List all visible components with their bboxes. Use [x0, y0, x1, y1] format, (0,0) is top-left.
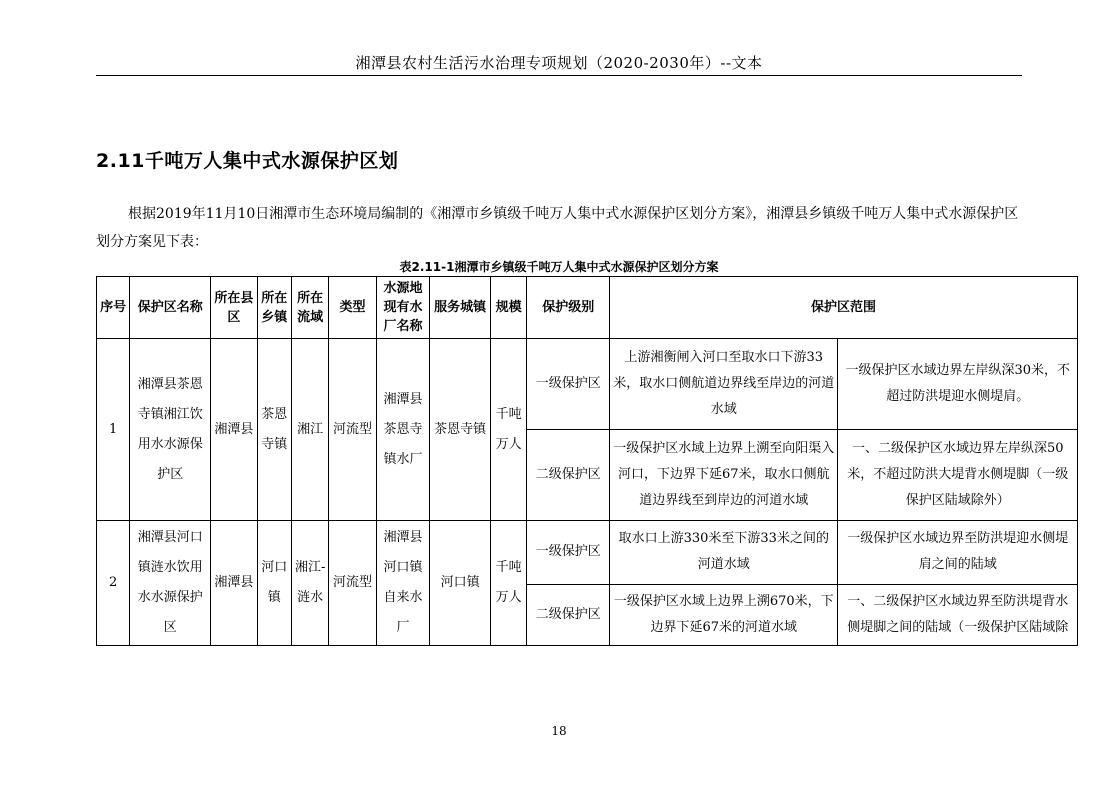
- header-cell: 所在乡镇: [257, 277, 291, 339]
- header-cell: 保护区范围: [610, 277, 1078, 339]
- protection-zone-table: [96, 276, 1078, 646]
- header-cell: 所在县区: [211, 277, 257, 339]
- basin: 湘江: [291, 339, 328, 521]
- county: 湘潭县: [211, 521, 257, 646]
- water-plant: 湘潭县茶恩寺镇水厂: [376, 339, 430, 521]
- protection-level: 一级保护区: [527, 521, 610, 585]
- table-row: [97, 521, 1078, 585]
- header-cell: 所在流域: [291, 277, 328, 339]
- header-rule: [96, 75, 1022, 76]
- water-type: 河流型: [329, 339, 376, 521]
- table-row: [97, 339, 1078, 430]
- land-range: 一级保护区水域边界至防洪堤迎水侧堤肩之间的陆域: [838, 521, 1078, 585]
- service-town: 河口镇: [430, 521, 491, 646]
- protection-level: 二级保护区: [527, 430, 610, 521]
- water-plant: 湘潭县河口镇自来水厂: [376, 521, 430, 646]
- water-range: 上游湘衡闸入河口至取水口下游33米，取水口侧航道边界线至岸边的河道水域: [610, 339, 838, 430]
- header-cell: 服务城镇: [430, 277, 491, 339]
- table-caption: 表2.11-1湘潭市乡镇级千吨万人集中式水源保护区划分方案: [399, 260, 719, 274]
- protection-level: 二级保护区: [527, 584, 610, 646]
- basin: 湘江-涟水: [291, 521, 328, 646]
- header-cell: 序号: [97, 277, 130, 339]
- header-cell: 水源地现有水厂名称: [376, 277, 430, 339]
- header-cell: 保护级别: [527, 277, 610, 339]
- land-range: 一、二级保护区水域边界左岸纵深50米，不超过防洪大堤背水侧堤脚（一级保护区陆域除外）: [838, 430, 1078, 521]
- protection-level: 一级保护区: [527, 339, 610, 430]
- header-cell: 类型: [329, 277, 376, 339]
- page-number: 18: [551, 724, 567, 738]
- document-header: 湘潭县农村生活污水治理专项规划（2020-2030年）--文本: [355, 54, 763, 72]
- water-range: 一级保护区水域上边界上溯至向阳渠入河口，下边界下延67米，取水口侧航道边界线至到岸边的河道水域: [610, 430, 838, 521]
- town: 河口镇: [257, 521, 291, 646]
- water-type: 河流型: [329, 521, 376, 646]
- section-title: 2.11千吨万人集中式水源保护区划: [96, 150, 399, 172]
- county: 湘潭县: [211, 339, 257, 521]
- water-range: 一级保护区水域上边界上溯670米，下边界下延67米的河道水域: [610, 584, 838, 646]
- land-range: 一级保护区水域边界左岸纵深30米，不超过防洪堤迎水侧堤肩。: [838, 339, 1078, 430]
- town: 茶恩寺镇: [257, 339, 291, 521]
- service-town: 茶恩寺镇: [430, 339, 491, 521]
- zone-name: 湘潭县河口镇涟水饮用水水源保护区: [130, 521, 211, 646]
- body-paragraph: 根据2019年11月10日湘潭市生态环境局编制的《湘潭市乡镇级千吨万人集中式水源保护区划分方案》，湘潭县乡镇级千吨万人集中式水源保护区划分方案见下表：: [96, 206, 1019, 250]
- water-range: 取水口上游330米至下游33米之间的河道水域: [610, 521, 838, 585]
- land-range: 一、二级保护区水域边界至防洪堤背水侧堤脚之间的陆域（一级保护区陆域除: [838, 584, 1078, 646]
- row-number: 2: [97, 521, 130, 646]
- scale: 千吨万人: [490, 521, 526, 646]
- row-number: 1: [97, 339, 130, 521]
- header-cell: 保护区名称: [130, 277, 211, 339]
- table-header-row: [97, 277, 1078, 339]
- zone-name: 湘潭县茶恩寺镇湘江饮用水水源保护区: [130, 339, 211, 521]
- scale: 千吨万人: [490, 339, 526, 521]
- header-cell: 规模: [490, 277, 526, 339]
